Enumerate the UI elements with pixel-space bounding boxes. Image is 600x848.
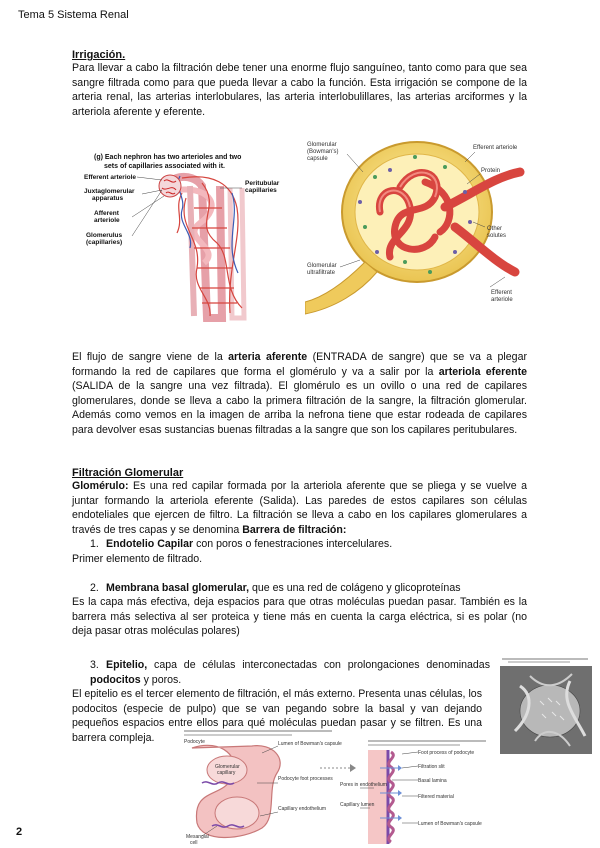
bowmans-capsule	[305, 142, 492, 314]
label-podocyte-processes: Podocyte foot processes	[278, 776, 333, 782]
label-other-1: Other	[487, 226, 503, 232]
label-mesangial-2: cell	[190, 840, 198, 846]
label-protein: Protein	[481, 168, 501, 174]
label-lumen-bowman: Lumen of Bowman's capsule	[278, 741, 342, 747]
label-glomerular-capillary-2: capillary	[217, 770, 236, 776]
list-item-2: 2. Membrana basal glomerular, que es una red de colágeno y glicoproteínas	[90, 581, 461, 594]
label-podocyte: Podocyte	[184, 739, 205, 745]
label-efferent-arteriole: Efferent arteriole	[84, 174, 137, 181]
filtracion-title: Filtración Glomerular	[72, 467, 184, 479]
label-ultrafiltrate-1: Glomerular	[307, 263, 337, 269]
list-item-3: 3. Epitelio, capa de células interconectadas con prolongaciones denominadas podocitos y poros.	[90, 659, 490, 686]
label-juxta-2: apparatus	[92, 195, 124, 202]
label-peritubular-2: capillaries	[245, 187, 277, 194]
label-juxta-1: Juxtaglomerular	[84, 188, 135, 195]
irrigacion-title: Irrigación.	[72, 49, 126, 61]
label-glomerular-capillary-1: Glomerular	[215, 764, 240, 770]
label-glomerulus-2: (capillaries)	[86, 239, 123, 246]
list-item-3-after: El epitelio es el tercer elemento de filtración, el más externo. Presenta unas células, los podocitos (especie de pulpo) que se van pegando sobre la basal y van dejando pequeños espacios entre ellos para qué moléculas puedan pasar y se filtren. Es una barrera compleja.	[72, 688, 482, 744]
label-ultrafiltrate-2: ultrafiltrate	[307, 270, 336, 276]
glomerulus	[159, 175, 181, 197]
label-mesangial-1: Mesangial	[186, 834, 209, 840]
label-capsule-1: Glomerular	[307, 142, 337, 148]
nephron-figure	[82, 148, 297, 323]
label-efferent-arteriole-2: Efferent arteriole	[473, 145, 518, 151]
label-afferent-2: arteriole	[94, 217, 120, 224]
list-item-1: 1. Endotelio Capilar con poros o fenestraciones intercelulares.	[90, 538, 393, 551]
label-foot-process: Foot process of podocyte	[418, 750, 475, 756]
label-filtered-material: Filtered material	[418, 794, 454, 800]
podocyte-micrograph	[500, 656, 592, 754]
fig1-caption-2: sets of capillaries associated with it.	[104, 163, 225, 170]
label-capsule-3: capsule	[307, 156, 328, 162]
label-peritubular-1: Peritubular	[245, 180, 280, 187]
label-capsule-2: (Bowman's)	[307, 149, 339, 155]
filtration-barrier-diagram	[340, 738, 490, 846]
page-header: Tema 5 Sistema Renal	[18, 9, 129, 21]
flujo-paragraph: El flujo de sangre viene de la arteria aferente (ENTRADA de sangre) que se va a plegar formando la red de capilares que forma el glomérulo y va a salir por la arteriola eferente (SALIDA de la sangre una vez filtrada). El glomérulo es un ovillo o una red de capilares glomerulares, donde se lleva a cabo la primera filtración de la sangre, la filtración glomerular. Además como vemos en la imagen de arriba la nefrona tiene que estar rodeada de capilares para devolver esas sustancias buenas filtradas a la sangre que son los capilares peritubulares.	[72, 351, 527, 436]
label-glomerulus-1: Glomerulus	[86, 232, 123, 239]
label-afferent-arteriole-1: Efferent	[491, 290, 512, 296]
barrier-layers	[368, 750, 402, 844]
label-capillary-endothelium: Capillary endothelium	[278, 806, 327, 812]
irrigacion-section	[72, 49, 527, 119]
fig1-caption-1: (g) Each nephron has two arterioles and two	[94, 154, 242, 161]
list-item-1-after: Primer elemento de filtrado.	[72, 552, 203, 565]
label-afferent-1: Afferent	[94, 210, 119, 217]
label-capillary-lumen: Capillary lumen	[340, 802, 375, 808]
label-lumen-bowman-2: Lumen of Bowman's capsule	[418, 821, 482, 827]
label-other-2: solutes	[487, 233, 507, 239]
filtracion-section	[72, 467, 527, 639]
irrigacion-text: Para llevar a cabo la filtración debe tener una enorme flujo sanguíneo, tanto como para que sea sangre filtrada como para que pueda llevar a cabo la función. Esta irrigación se compone de la arteria renal, las arterias interlobulares, las arteria interlobulillares, las arterias arciformes y la arteriola aferente y eferente.	[72, 62, 527, 118]
label-afferent-arteriole-2: arteriole	[491, 297, 513, 303]
podocyte-cells	[192, 745, 280, 837]
page-number: 2	[16, 826, 23, 838]
label-basal-lamina: Basal lamina	[418, 778, 447, 784]
label-filtration-slit: Filtration slit	[418, 764, 445, 770]
glomerulus-closeup-figure	[305, 132, 533, 317]
list-item-2-after: Es la capa más efectiva, deja espacios para que otras moléculas puedan pasar. También es la barrera más selectiva al ser proteica y tiene más en cuenta la carga eléctrica, si es polar (no deja pasar otras moléculas polares)	[72, 596, 527, 638]
label-pores-endothelium: Pores in endothelium	[340, 782, 387, 788]
glomerulo-paragraph: Glomérulo: Es una red capilar formada por la arteriola aferente que se pliega y se vuelve a juntar formando la arteriola eferente (Salida). Las paredes de estos capilares son células endoteliales que ejercen de filtro. La filtración se lleva a cabo en los capilares glomerulares a través de tres capas y se denomina Barrera de filtración:	[72, 480, 527, 536]
